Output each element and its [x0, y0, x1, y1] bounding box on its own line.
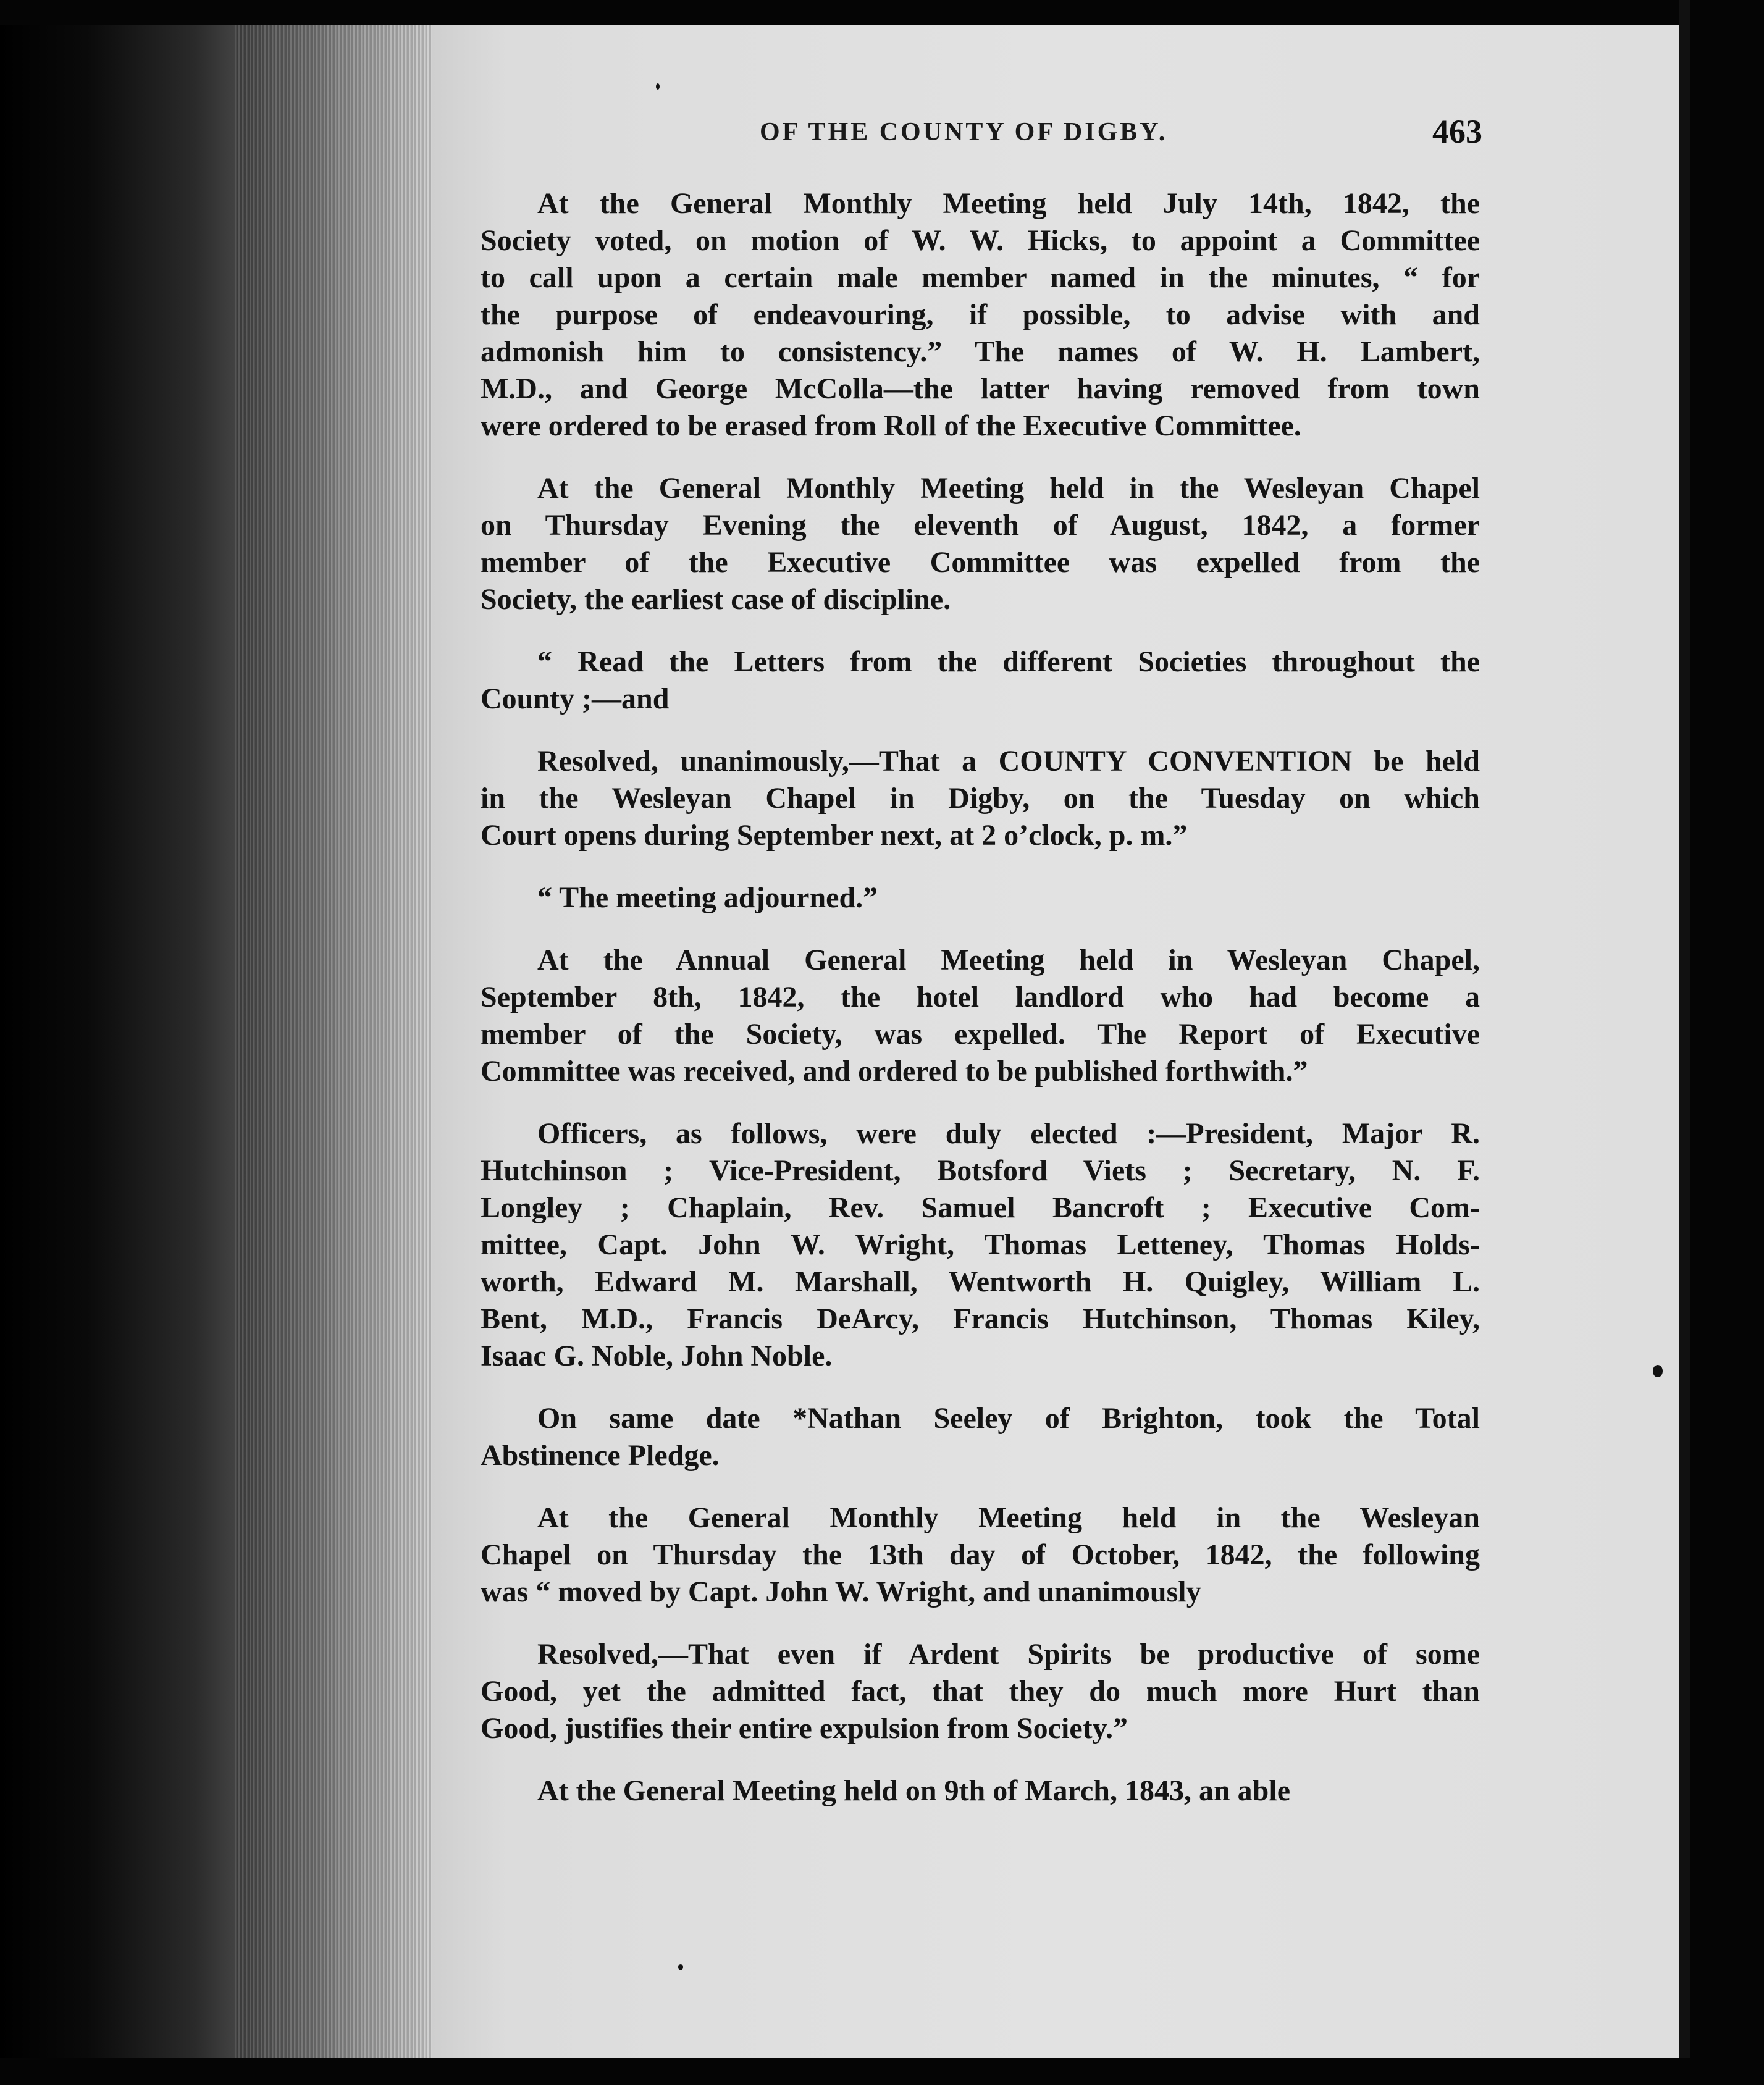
paragraph — [481, 644, 1480, 718]
text-line: member of the Executive Committee was expelled from the — [481, 546, 1480, 579]
paragraph — [481, 1500, 1480, 1611]
page-edges-stack — [235, 25, 439, 2058]
text-line: “ The meeting adjourned.” — [537, 881, 878, 914]
paragraph — [481, 1772, 1480, 1810]
page-right-edge — [1679, 0, 1690, 2085]
text-line: At the General Monthly Meeting held July 14th, 1842, the — [537, 187, 1480, 220]
body-text — [481, 185, 1480, 1835]
text-line: worth, Edward M. Marshall, Wentworth H. Quigley, William L. — [481, 1265, 1480, 1298]
scan-speck — [1653, 1365, 1663, 1377]
paragraph — [481, 942, 1480, 1090]
text-line: Abstinence Pledge. — [481, 1439, 720, 1472]
text-line: was “ moved by Capt. John W. Wright, and unanimously — [481, 1575, 1201, 1608]
text-line: admonish him to consistency.” The names of W. H. Lambert, — [481, 335, 1480, 368]
paragraph — [481, 1115, 1480, 1375]
text-line: Committee was received, and ordered to be published forthwith.” — [481, 1055, 1308, 1088]
scan-speck — [678, 1964, 683, 1970]
text-line: Chapel on Thursday the 13th day of October, 1842, the following — [481, 1538, 1480, 1571]
text-line: the purpose of endeavouring, if possible, to advise with and — [481, 298, 1480, 331]
running-head — [760, 113, 1482, 167]
running-head-title: OF THE COUNTY OF DIGBY. — [760, 118, 1168, 146]
text-line: On same date *Nathan Seeley of Brighton, took the Total — [537, 1402, 1480, 1435]
paragraph — [481, 743, 1480, 854]
text-line: Resolved, unanimously,—That a COUNTY CONVENTION be held — [537, 745, 1480, 778]
text-line: County ;—and — [481, 682, 670, 715]
text-line: Hutchinson ; Vice-President, Botsford Viets ; Secretary, N. F. — [481, 1154, 1480, 1187]
text-line: September 8th, 1842, the hotel landlord who had become a — [481, 981, 1480, 1013]
page-number: 463 — [1432, 113, 1482, 150]
text-line: mittee, Capt. John W. Wright, Thomas Letteney, Thomas Holds- — [481, 1228, 1480, 1261]
text-line: Longley ; Chaplain, Rev. Samuel Bancroft ; Executive Com- — [481, 1191, 1480, 1224]
text-line: in the Wesleyan Chapel in Digby, on the Tuesday on which — [481, 782, 1480, 815]
text-line: Society voted, on motion of W. W. Hicks, to appoint a Committee — [481, 224, 1480, 257]
text-line: Isaac G. Noble, John Noble. — [481, 1340, 833, 1372]
text-line: M.D., and George McColla—the latter having removed from town — [481, 372, 1480, 405]
paragraph — [481, 879, 1480, 917]
paragraph — [481, 470, 1480, 618]
text-line: Resolved,—That even if Ardent Spirits be productive of some — [537, 1638, 1480, 1671]
text-line: Society, the earliest case of discipline. — [481, 583, 951, 616]
paragraph — [481, 1636, 1480, 1747]
scan-speck — [656, 83, 660, 90]
text-line: At the General Monthly Meeting held in the Wesleyan — [537, 1501, 1480, 1534]
text-line: member of the Society, was expelled. The Report of Executive — [481, 1018, 1480, 1051]
text-line: to call upon a certain male member named in the minutes, “ for — [481, 261, 1480, 294]
text-line: At the General Monthly Meeting held in the Wesleyan Chapel — [537, 472, 1480, 505]
text-line: “ Read the Letters from the different Societies throughout the — [537, 645, 1480, 678]
text-line: on Thursday Evening the eleventh of August, 1842, a former — [481, 509, 1480, 542]
text-line: Good, yet the admitted fact, that they do much more Hurt than — [481, 1675, 1480, 1708]
scan-border-bottom — [0, 2058, 1764, 2085]
text-line: At the General Meeting held on 9th of March, 1843, an able — [537, 1774, 1291, 1807]
text-line: Good, justifies their entire expulsion from Society.” — [481, 1712, 1128, 1745]
scan-border-right — [1690, 0, 1764, 2085]
paragraph — [481, 1400, 1480, 1474]
text-line: Officers, as follows, were duly elected :—President, Major R. — [537, 1117, 1480, 1150]
text-line: At the Annual General Meeting held in Wesleyan Chapel, — [537, 944, 1480, 976]
text-line: Court opens during September next, at 2 o’clock, p. m.” — [481, 819, 1188, 852]
scan-border-top — [0, 0, 1764, 25]
paragraph — [481, 185, 1480, 445]
text-line: were ordered to be erased from Roll of the Executive Committee. — [481, 409, 1301, 442]
text-line: Bent, M.D., Francis DeArcy, Francis Hutchinson, Thomas Kiley, — [481, 1303, 1480, 1335]
